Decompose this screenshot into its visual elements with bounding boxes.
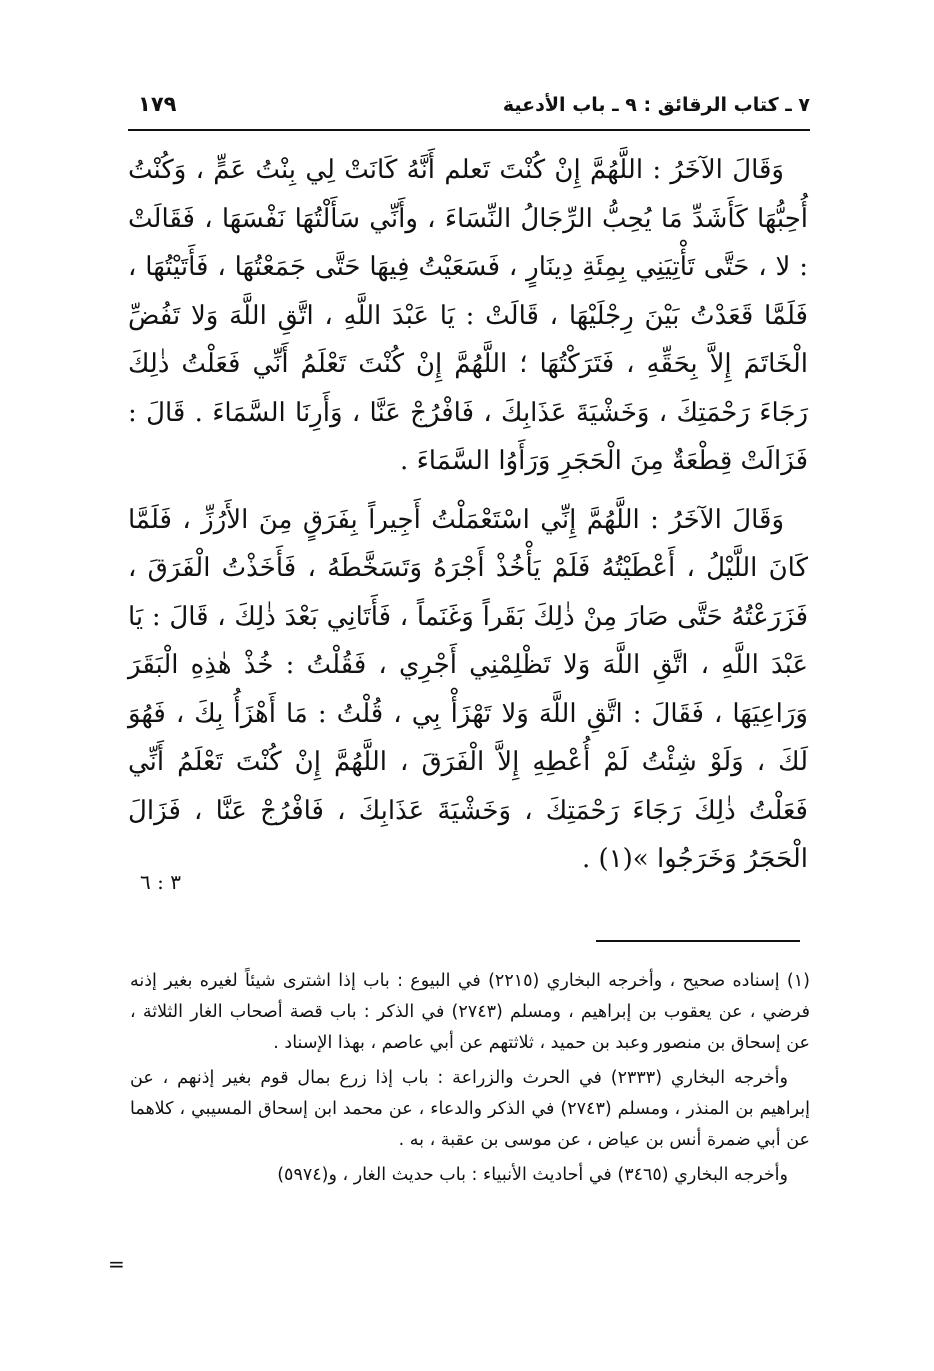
continuation-mark: = — [108, 1252, 125, 1276]
page-number: ١٧٩ — [138, 92, 177, 116]
page-header — [128, 88, 810, 128]
footnote-1-paragraph-3: وأخرجه البخاري (٣٤٦٥) في أحاديث الأنبياء : باب حديث الغار ، و(٥٩٧٤) — [277, 1165, 788, 1185]
footnote-1-paragraph-1: (١) إسناده صحيح ، وأخرجه البخاري (٢٢١٥) في البيوع : باب إذا اشترى شيئاً لغيره بغير إذنه فرضي ، عن يعقوب بن إبراهيم ، ومسلم (٢٧٤٣) في الذكر : باب قصة أصحاب الغار الثلاثة ، عن إسحاق بن منصور وعبد بن حميد ، ثلاثتهم عن أبي عاصم ، بهذا الإسناد . — [130, 971, 810, 1053]
footnote-separator — [596, 940, 800, 942]
reference-mark: ٣ : ٦ — [140, 870, 181, 894]
footnote-1-paragraph-2: وأخرجه البخاري (٢٣٣٣) في الحرث والزراعة : باب إذا زرع بمال قوم بغير إذنهم ، عن إبراهيم بن المنذر ، ومسلم (٢٧٤٣) في الذكر والدعاء ، عن محمد ابن إسحاق المسيبي ، كلاهما عن أبي ضمرة أنس بن عياض ، عن موسى بن عقبة ، به . — [130, 1068, 811, 1150]
header-rule — [128, 129, 810, 131]
paragraph-second-prayer: وَقَالَ الآخَرُ : اللَّهُمَّ إِنِّي اسْتَعْمَلْتُ أَجِيراً بِفَرَقٍ مِنَ الأَرُزِّ ، فَلَمَّا كَانَ اللَّيْلُ ، أَعْطَيْتُهُ فَلَمْ يَأْخُذْ أَجْرَهُ وَتَسَخَّطَهُ ، فَأَخَذْتُ الْفَرَقَ ، فَزَرَعْتُهُ حَتَّى صَارَ مِنْ ذٰلِكَ بَقَراً وَغَنَماً ، فَأَتَانِي بَعْدَ ذٰلِكَ ، قَالَ : يَا عَبْدَ اللَّهِ ، اتَّقِ اللَّهَ وَلا تَظْلِمْنِي أَجْرِي ، فَقُلْتُ : خُذْ هٰذِهِ الْبَقَرَ وَرَاعِيَهَا ، فَقَالَ : اتَّقِ اللَّهَ وَلا تَهْزَأْ بِي ، قُلْتُ : مَا أَهْزَأُ بِكَ ، فَهُوَ لَكَ ، وَلَوْ شِئْتُ لَمْ أُعْطِهِ إِلاَّ الْفَرَقَ ، اللَّهُمَّ إِنْ كُنْتَ تَعْلَمُ أَنِّي فَعَلْتُ ذٰلِكَ رَجَاءَ رَحْمَتِكَ ، وَخَشْيَةَ عَذَابِكَ ، فَافْرُجْ عَنَّا ، فَزَالَ الْحَجَرُ وَخَرَجُوا »(١) . — [128, 504, 808, 874]
footnotes — [130, 966, 810, 1195]
main-text — [128, 146, 808, 884]
running-title: ٧ ـ كتاب الرقائق : ٩ ـ باب الأدعية — [502, 94, 810, 116]
paragraph-first-prayer: وَقَالَ الآخَرُ : اللَّهُمَّ إِنْ كُنْتَ تَعلم أَنَّهُ كَانَتْ لِي بِنْتُ عَمٍّ ، وَكُنْتُ أُحِبُّهَا كَأَشَدِّ مَا يُحِبُّ الرِّجَالُ النِّسَاءَ ، وأَنِّي سَأَلْتُهَا نَفْسَهَا ، فَقَالَتْ : لا ، حَتَّى تَأْتِيَنِي بِمِئَةِ دِينَارٍ ، فَسَعَيْتُ فِيهَا حَتَّى جَمَعْتُهَا ، فَأَتَيْتُهَا ، فَلَمَّا قَعَدْتُ بَيْنَ رِجْلَيْهَا ، قَالَتْ : يَا عَبْدَ اللَّهِ ، اتَّقِ اللَّهَ وَلا تَفُضِّ الْخَاتَمَ إِلاَّ بِحَقِّهِ ، فَتَرَكْتُهَا ؛ اللَّهُمَّ إِنْ كُنْتَ تَعْلَمُ أَنِّي فَعَلْتُ ذٰلِكَ رَجَاءَ رَحْمَتِكَ ، وَخَشْيَةَ عَذَابِكَ ، فَافْرُجْ عَنَّا ، وَأَرِنَا السَّمَاءَ . قَالَ : فَزَالَتْ قِطْعَةٌ مِنَ الْحَجَرِ وَرَأَوُا السَّمَاءَ . — [128, 155, 808, 476]
